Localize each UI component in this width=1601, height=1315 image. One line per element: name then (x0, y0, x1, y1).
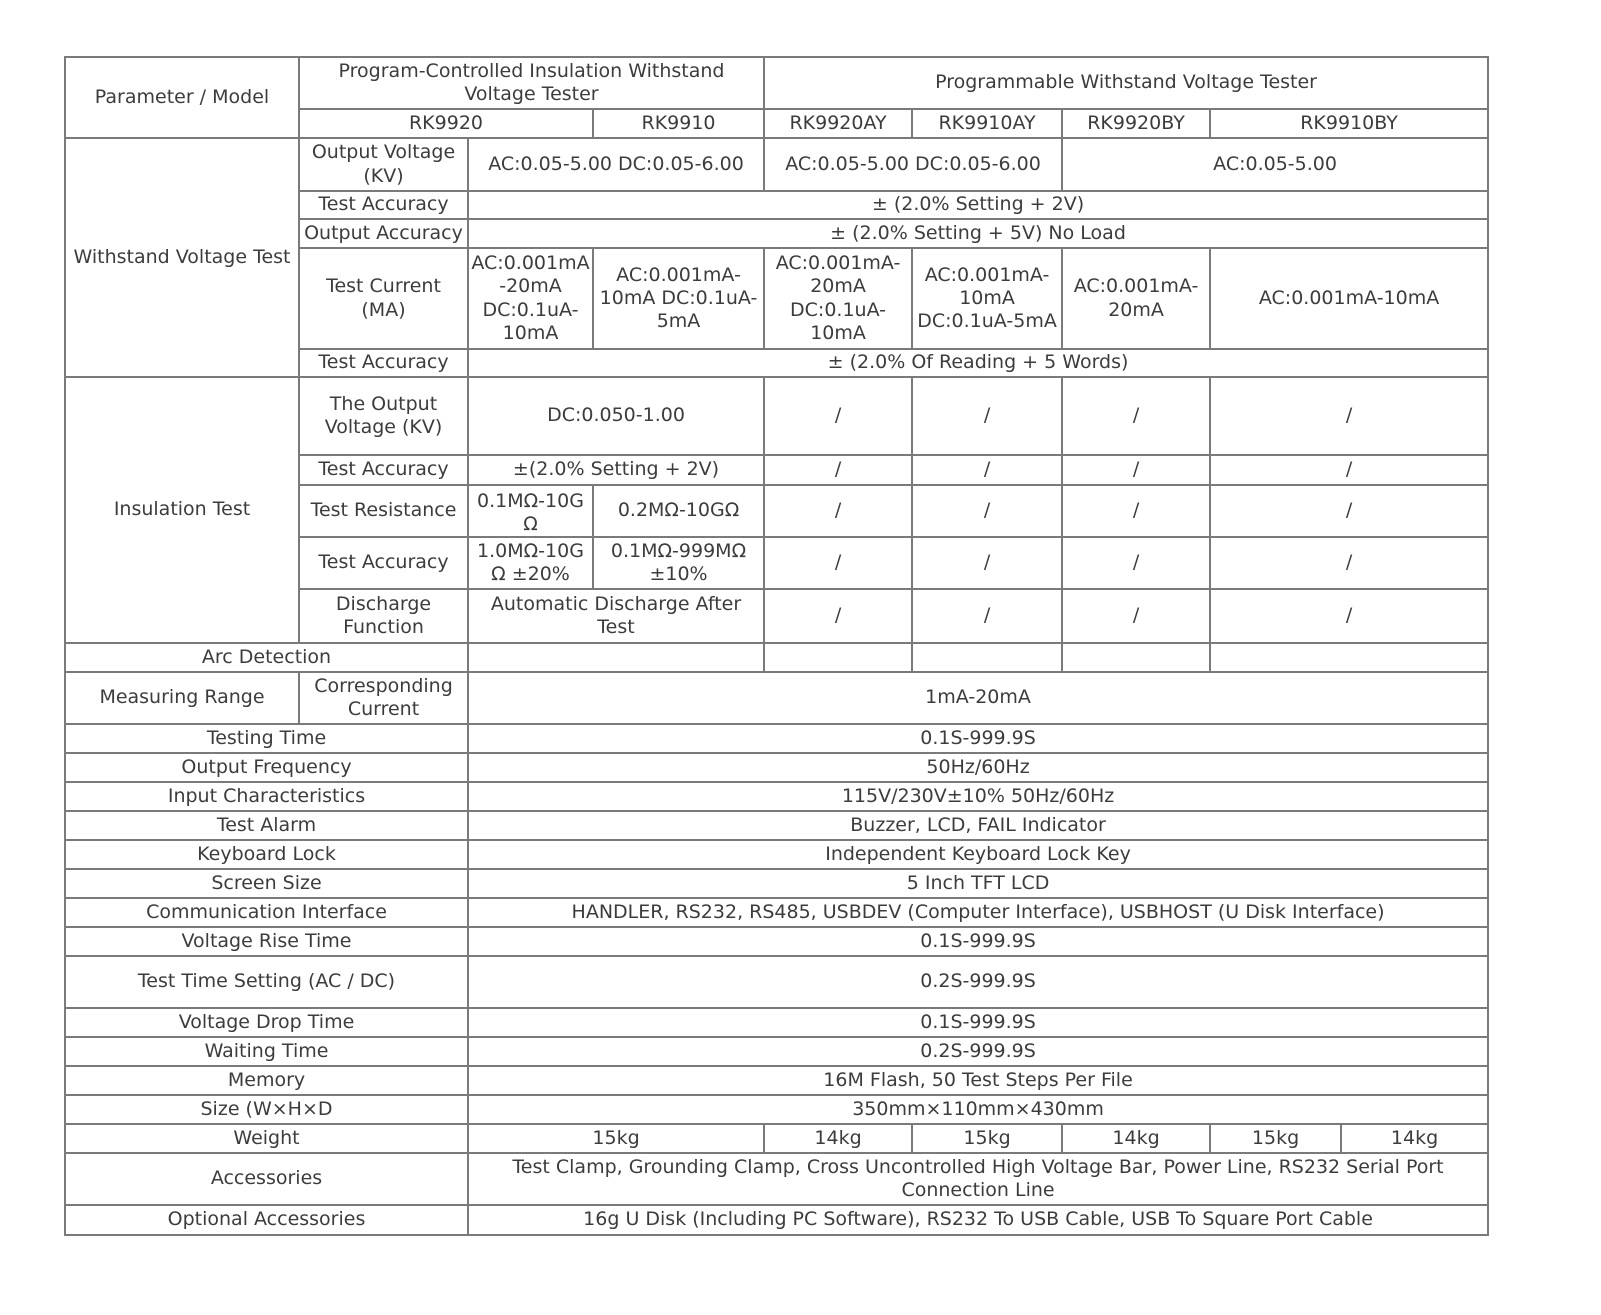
cell-value: 0.2MΩ-10GΩ (593, 485, 764, 537)
cell-value: 15kg (1210, 1124, 1341, 1153)
table-row (65, 1037, 1488, 1066)
na-cell: / (912, 377, 1062, 455)
section-label-insulation: Insulation Test (65, 377, 299, 643)
row-label: Output Voltage (KV) (299, 138, 468, 191)
row-label: Size (W×H×D (65, 1095, 468, 1124)
table-row (65, 927, 1488, 956)
table-row (65, 672, 1488, 724)
na-cell: / (764, 455, 912, 485)
na-cell: / (912, 589, 1062, 643)
table-row (65, 840, 1488, 869)
empty-cell (764, 643, 912, 672)
model-header: RK9910AY (912, 109, 1062, 138)
cell-value: 14kg (1341, 1124, 1488, 1153)
row-label: Test Accuracy (299, 455, 468, 485)
group-header-withstand: Programmable Withstand Voltage Tester (764, 57, 1488, 109)
cell-value: AC:0.05-5.00 DC:0.05-6.00 (468, 138, 764, 191)
na-cell: / (1210, 377, 1488, 455)
cell-value: 0.2S-999.9S (468, 1037, 1488, 1066)
row-label: Test Accuracy (299, 349, 468, 377)
section-label-withstand: Withstand Voltage Test (65, 138, 299, 377)
na-cell: / (1210, 455, 1488, 485)
cell-value: ± (2.0% Setting + 5V) No Load (468, 219, 1488, 248)
na-cell: / (1062, 455, 1210, 485)
cell-value: AC:0.001mA-20mA (1062, 248, 1210, 349)
cell-value: Automatic Discharge After Test (468, 589, 764, 643)
empty-cell (912, 643, 1062, 672)
cell-value: 0.2S-999.9S (468, 956, 1488, 1008)
cell-value: Independent Keyboard Lock Key (468, 840, 1488, 869)
row-label: Test Resistance (299, 485, 468, 537)
cell-value: 1.0MΩ-10GΩ ±20% (468, 537, 593, 589)
row-label: Keyboard Lock (65, 840, 468, 869)
row-label: Communication Interface (65, 898, 468, 927)
row-label: Test Accuracy (299, 537, 468, 589)
na-cell: / (764, 377, 912, 455)
row-label: The Output Voltage (KV) (299, 377, 468, 455)
cell-value: AC:0.05-5.00 (1062, 138, 1488, 191)
table-row (65, 138, 1488, 191)
cell-value: AC:0.001mA-10mA DC:0.1uA-5mA (593, 248, 764, 349)
table-row (65, 898, 1488, 927)
cell-value: 0.1MΩ-10GΩ (468, 485, 593, 537)
row-label: Memory (65, 1066, 468, 1095)
cell-value: 14kg (764, 1124, 912, 1153)
table-row (65, 956, 1488, 1008)
na-cell: / (1210, 485, 1488, 537)
na-cell: / (1210, 589, 1488, 643)
cell-value: 0.1S-999.9S (468, 927, 1488, 956)
row-label: Accessories (65, 1153, 468, 1205)
na-cell: / (1062, 485, 1210, 537)
na-cell: / (764, 485, 912, 537)
cell-value: ± (2.0% Of Reading + 5 Words) (468, 349, 1488, 377)
table-row (65, 1095, 1488, 1124)
table-row (65, 782, 1488, 811)
cell-value: 14kg (1062, 1124, 1210, 1153)
row-label: Corresponding Current (299, 672, 468, 724)
row-label: Testing Time (65, 724, 468, 753)
row-label: Voltage Drop Time (65, 1008, 468, 1037)
cell-value: DC:0.050-1.00 (468, 377, 764, 455)
row-label: Waiting Time (65, 1037, 468, 1066)
cell-value: 0.1S-999.9S (468, 1008, 1488, 1037)
row-label: Output Accuracy (299, 219, 468, 248)
empty-cell (1062, 643, 1210, 672)
na-cell: / (912, 455, 1062, 485)
row-label: Input Characteristics (65, 782, 468, 811)
row-label: Discharge Function (299, 589, 468, 643)
cell-value: AC:0.001mA-20mA DC:0.1uA-10mA (764, 248, 912, 349)
table-row (65, 377, 1488, 455)
table-row (65, 811, 1488, 840)
na-cell: / (1062, 377, 1210, 455)
row-label: Test Accuracy (299, 191, 468, 219)
table-row (65, 724, 1488, 753)
na-cell: / (1062, 537, 1210, 589)
header-row (65, 57, 1488, 109)
row-label: Optional Accessories (65, 1205, 468, 1235)
table-row (65, 643, 1488, 672)
row-label: Output Frequency (65, 753, 468, 782)
na-cell: / (1210, 537, 1488, 589)
row-label: Test Alarm (65, 811, 468, 840)
cell-value: 0.1S-999.9S (468, 724, 1488, 753)
cell-value: ± (2.0% Setting + 2V) (468, 191, 1488, 219)
model-header: RK9910 (593, 109, 764, 138)
group-header-insulation-withstand: Program-Controlled Insulation Withstand Voltage Tester (299, 57, 764, 109)
table-row (65, 1153, 1488, 1205)
cell-value: 15kg (468, 1124, 764, 1153)
param-model-header: Parameter / Model (65, 57, 299, 138)
table-row (65, 753, 1488, 782)
row-label: Measuring Range (65, 672, 299, 724)
na-cell: / (764, 589, 912, 643)
row-label: Arc Detection (65, 643, 468, 672)
cell-value: AC:0.001mA-10mA (1210, 248, 1488, 349)
cell-value: 16g U Disk (Including PC Software), RS232 To USB Cable, USB To Square Port Cable (468, 1205, 1488, 1235)
na-cell: / (912, 537, 1062, 589)
na-cell: / (1062, 589, 1210, 643)
spec-table (64, 56, 1489, 1236)
row-label: Test Time Setting (AC / DC) (65, 956, 468, 1008)
cell-value: 15kg (912, 1124, 1062, 1153)
cell-value: 5 Inch TFT LCD (468, 869, 1488, 898)
cell-value: 1mA-20mA (468, 672, 1488, 724)
na-cell: / (764, 537, 912, 589)
cell-value: 350mm×110mm×430mm (468, 1095, 1488, 1124)
cell-value: 50Hz/60Hz (468, 753, 1488, 782)
model-header: RK9910BY (1210, 109, 1488, 138)
model-header: RK9920BY (1062, 109, 1210, 138)
table-row (65, 1066, 1488, 1095)
cell-value: Buzzer, LCD, FAIL Indicator (468, 811, 1488, 840)
cell-value: 0.1MΩ-999MΩ ±10% (593, 537, 764, 589)
table-row (65, 1124, 1488, 1153)
row-label: Test Current (MA) (299, 248, 468, 349)
row-label: Screen Size (65, 869, 468, 898)
cell-value: Test Clamp, Grounding Clamp, Cross Uncontrolled High Voltage Bar, Power Line, RS232 Serial Port Connection Line (468, 1153, 1488, 1205)
cell-value: ±(2.0% Setting + 2V) (468, 455, 764, 485)
cell-value: HANDLER, RS232, RS485, USBDEV (Computer Interface), USBHOST (U Disk Interface) (468, 898, 1488, 927)
model-header: RK9920 (299, 109, 593, 138)
na-cell: / (912, 485, 1062, 537)
cell-value: AC:0.001mA-20mA DC:0.1uA-10mA (468, 248, 593, 349)
cell-value: AC:0.05-5.00 DC:0.05-6.00 (764, 138, 1062, 191)
cell-value: 115V/230V±10% 50Hz/60Hz (468, 782, 1488, 811)
table-row (65, 869, 1488, 898)
model-header: RK9920AY (764, 109, 912, 138)
table-row (65, 1205, 1488, 1235)
empty-cell (468, 643, 764, 672)
table-row (65, 1008, 1488, 1037)
row-label: Voltage Rise Time (65, 927, 468, 956)
row-label: Weight (65, 1124, 468, 1153)
cell-value: 16M Flash, 50 Test Steps Per File (468, 1066, 1488, 1095)
empty-cell (1210, 643, 1488, 672)
cell-value: AC:0.001mA-10mA DC:0.1uA-5mA (912, 248, 1062, 349)
